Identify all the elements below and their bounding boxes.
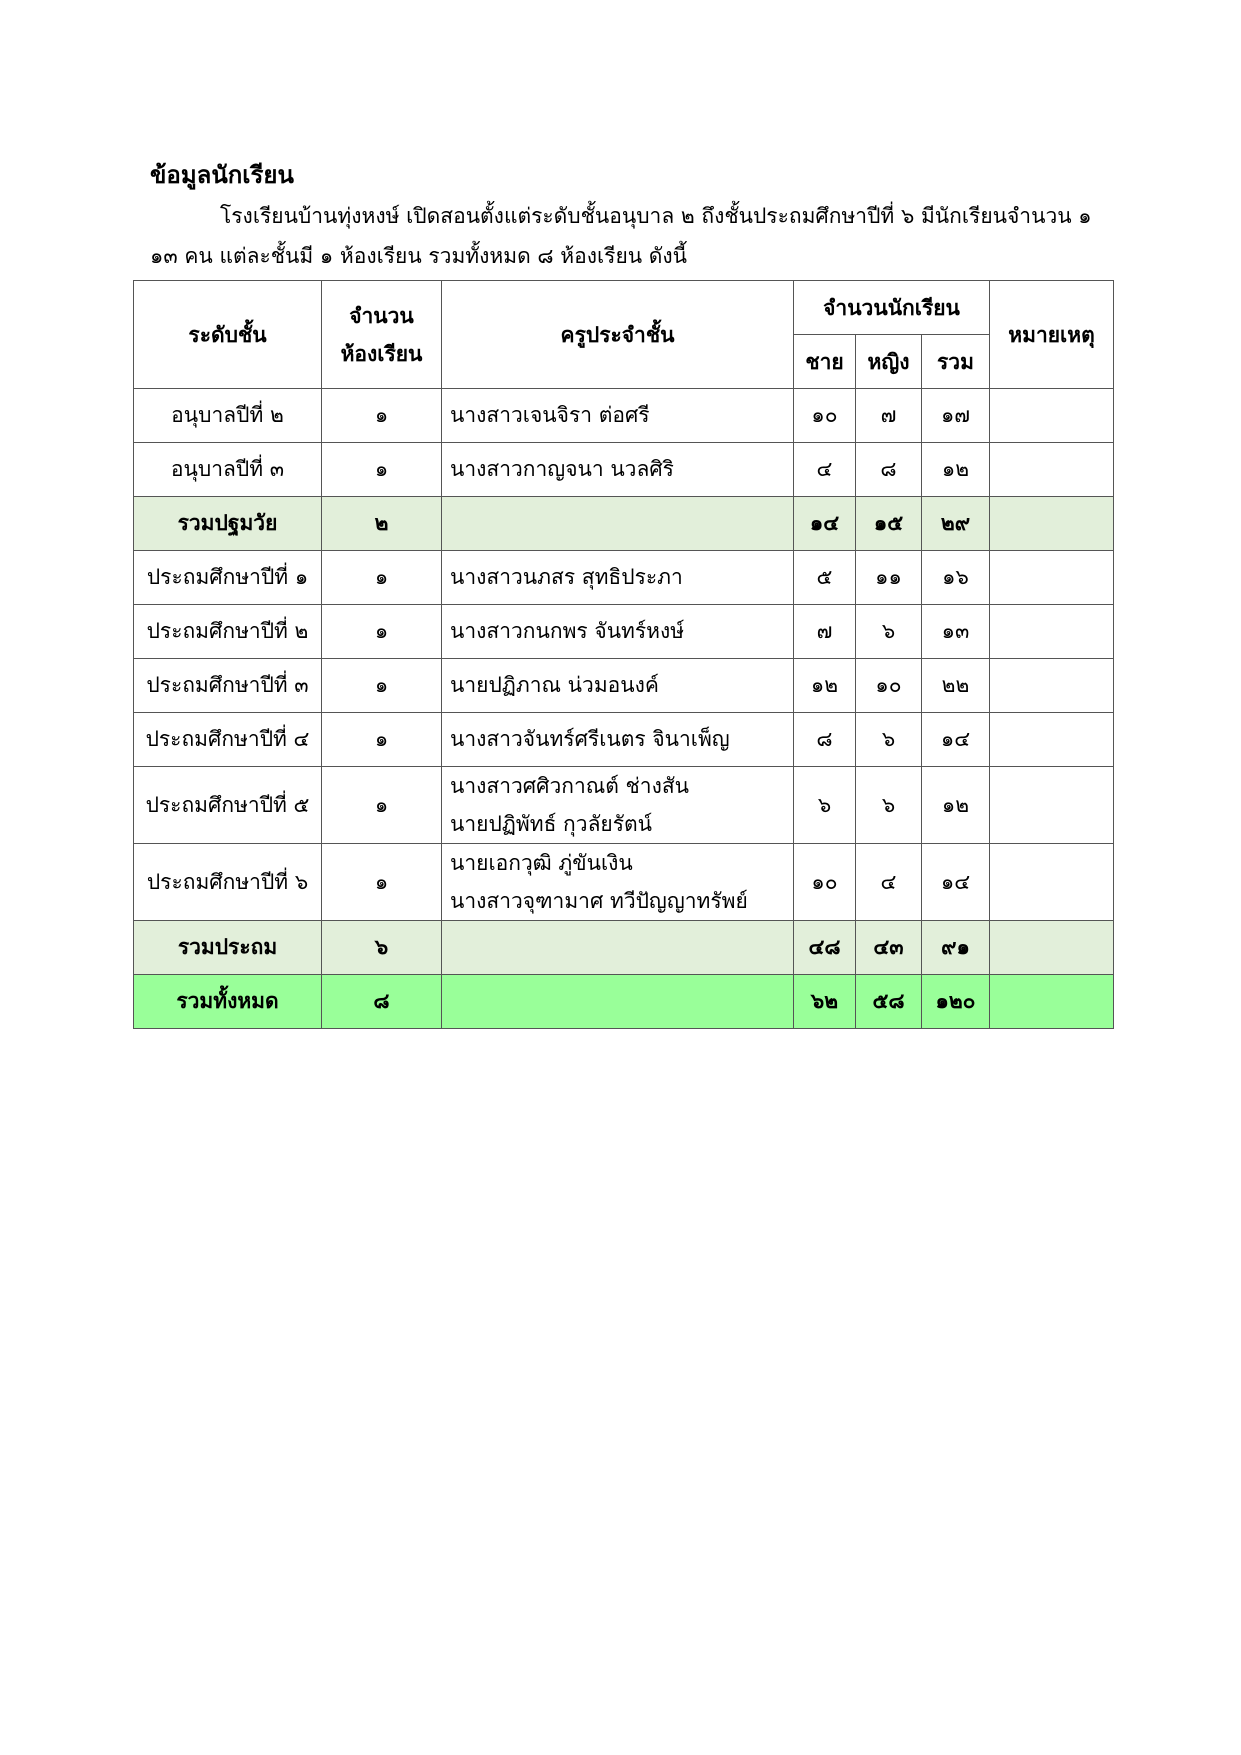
teacher-line-2: นางสาวจุฑามาศ ทวีปัญญาทรัพย์ [450,889,748,913]
table-row [134,389,1114,443]
cell-remark [990,713,1114,767]
cell-level: ประถมศึกษาปีที่ ๓ [134,659,322,713]
teacher-line-1: นายเอกวุฒิ ภู่ขันเงิน [450,851,633,875]
cell-male: ๖๒ [794,975,856,1029]
cell-male: ๖ [794,767,856,844]
cell-male: ๕ [794,551,856,605]
cell-teacher [442,844,794,921]
cell-total: ๑๖ [922,551,990,605]
header-female: หญิง [856,335,922,389]
cell-remark [990,605,1114,659]
table-row [134,443,1114,497]
cell-female: ๖ [856,767,922,844]
cell-rooms: ๖ [322,921,442,975]
grand-total-row [134,975,1114,1029]
header-rooms-line1: จำนวน [349,303,414,328]
header-total: รวม [922,335,990,389]
cell-male: ๑๒ [794,659,856,713]
cell-rooms: ๑ [322,713,442,767]
cell-teacher: นางสาวกนกพร จันทร์หงษ์ [442,605,794,659]
cell-female: ๘ [856,443,922,497]
header-level: ระดับชั้น [134,281,322,389]
header-students: จำนวนนักเรียน [794,281,990,335]
cell-total: ๑๔ [922,844,990,921]
cell-level: ประถมศึกษาปีที่ ๔ [134,713,322,767]
cell-female: ๕๘ [856,975,922,1029]
header-teacher: ครูประจำชั้น [442,281,794,389]
cell-female: ๖ [856,713,922,767]
cell-remark [990,844,1114,921]
cell-remark [990,921,1114,975]
cell-total: ๒๙ [922,497,990,551]
cell-total: ๑๒ [922,767,990,844]
cell-remark [990,975,1114,1029]
cell-rooms: ๑ [322,844,442,921]
subtotal-row-primary [134,921,1114,975]
cell-total: ๑๔ [922,713,990,767]
cell-female: ๑๐ [856,659,922,713]
cell-level: รวมทั้งหมด [134,975,322,1029]
cell-teacher [442,767,794,844]
cell-rooms: ๒ [322,497,442,551]
cell-level: รวมประถม [134,921,322,975]
header-remark: หมายเหตุ [990,281,1114,389]
student-table [133,280,1114,1029]
cell-level: รวมปฐมวัย [134,497,322,551]
cell-female: ๑๕ [856,497,922,551]
table-row [134,551,1114,605]
table-row [134,605,1114,659]
cell-teacher: นายปฏิภาณ น่วมอนงค์ [442,659,794,713]
intro-paragraph [150,196,1100,276]
cell-total: ๑๗ [922,389,990,443]
cell-total: ๑๓ [922,605,990,659]
cell-teacher: นางสาวนภสร สุทธิประภา [442,551,794,605]
cell-level: อนุบาลปีที่ ๒ [134,389,322,443]
teacher-line-2: นายปฏิพัทธ์ กุวลัยรัตน์ [450,812,653,836]
cell-female: ๖ [856,605,922,659]
teacher-line-1: นางสาวศศิวกาณต์ ช่างสัน [450,774,690,798]
table-row [134,844,1114,921]
cell-remark [990,443,1114,497]
cell-male: ๗ [794,605,856,659]
paragraph-line-2: ๑๓ คน แต่ละชั้นมี ๑ ห้องเรียน รวมทั้งหมด ๘ ห้องเรียน ดังนี้ [150,244,688,268]
cell-rooms: ๑ [322,443,442,497]
cell-remark [990,389,1114,443]
cell-female: ๔๓ [856,921,922,975]
cell-rooms: ๑ [322,659,442,713]
cell-male: ๑๐ [794,389,856,443]
cell-level: อนุบาลปีที่ ๓ [134,443,322,497]
table-row [134,713,1114,767]
paragraph-line-1: โรงเรียนบ้านทุ่งหงษ์ เปิดสอนตั้งแต่ระดับชั้นอนุบาล ๒ ถึงชั้นประถมศึกษาปีที่ ๖ มีนักเรียนจำนวน ๑ [220,204,1092,228]
header-male: ชาย [794,335,856,389]
cell-teacher [442,921,794,975]
header-rooms-line2: ห้องเรียน [340,341,423,366]
cell-level: ประถมศึกษาปีที่ ๕ [134,767,322,844]
cell-female: ๔ [856,844,922,921]
cell-remark [990,497,1114,551]
cell-total: ๒๒ [922,659,990,713]
cell-teacher [442,975,794,1029]
cell-total: ๑๒๐ [922,975,990,1029]
cell-male: ๔๘ [794,921,856,975]
cell-teacher [442,497,794,551]
cell-male: ๔ [794,443,856,497]
cell-total: ๑๒ [922,443,990,497]
cell-level: ประถมศึกษาปีที่ ๑ [134,551,322,605]
cell-remark [990,551,1114,605]
cell-male: ๑๔ [794,497,856,551]
cell-rooms: ๑ [322,389,442,443]
cell-remark [990,659,1114,713]
table-row [134,659,1114,713]
cell-remark [990,767,1114,844]
cell-female: ๑๑ [856,551,922,605]
table-row [134,767,1114,844]
section-heading: ข้อมูลนักเรียน [150,161,294,189]
cell-level: ประถมศึกษาปีที่ ๒ [134,605,322,659]
subtotal-row-early [134,497,1114,551]
cell-teacher: นางสาวเจนจิรา ต่อศรี [442,389,794,443]
cell-male: ๘ [794,713,856,767]
cell-male: ๑๐ [794,844,856,921]
cell-rooms: ๑ [322,551,442,605]
cell-female: ๗ [856,389,922,443]
cell-total: ๙๑ [922,921,990,975]
cell-teacher: นางสาวกาญจนา นวลศิริ [442,443,794,497]
cell-teacher: นางสาวจันทร์ศรีเนตร จินาเพ็ญ [442,713,794,767]
cell-rooms: ๘ [322,975,442,1029]
cell-rooms: ๑ [322,767,442,844]
header-rooms [322,281,442,389]
cell-rooms: ๑ [322,605,442,659]
cell-level: ประถมศึกษาปีที่ ๖ [134,844,322,921]
